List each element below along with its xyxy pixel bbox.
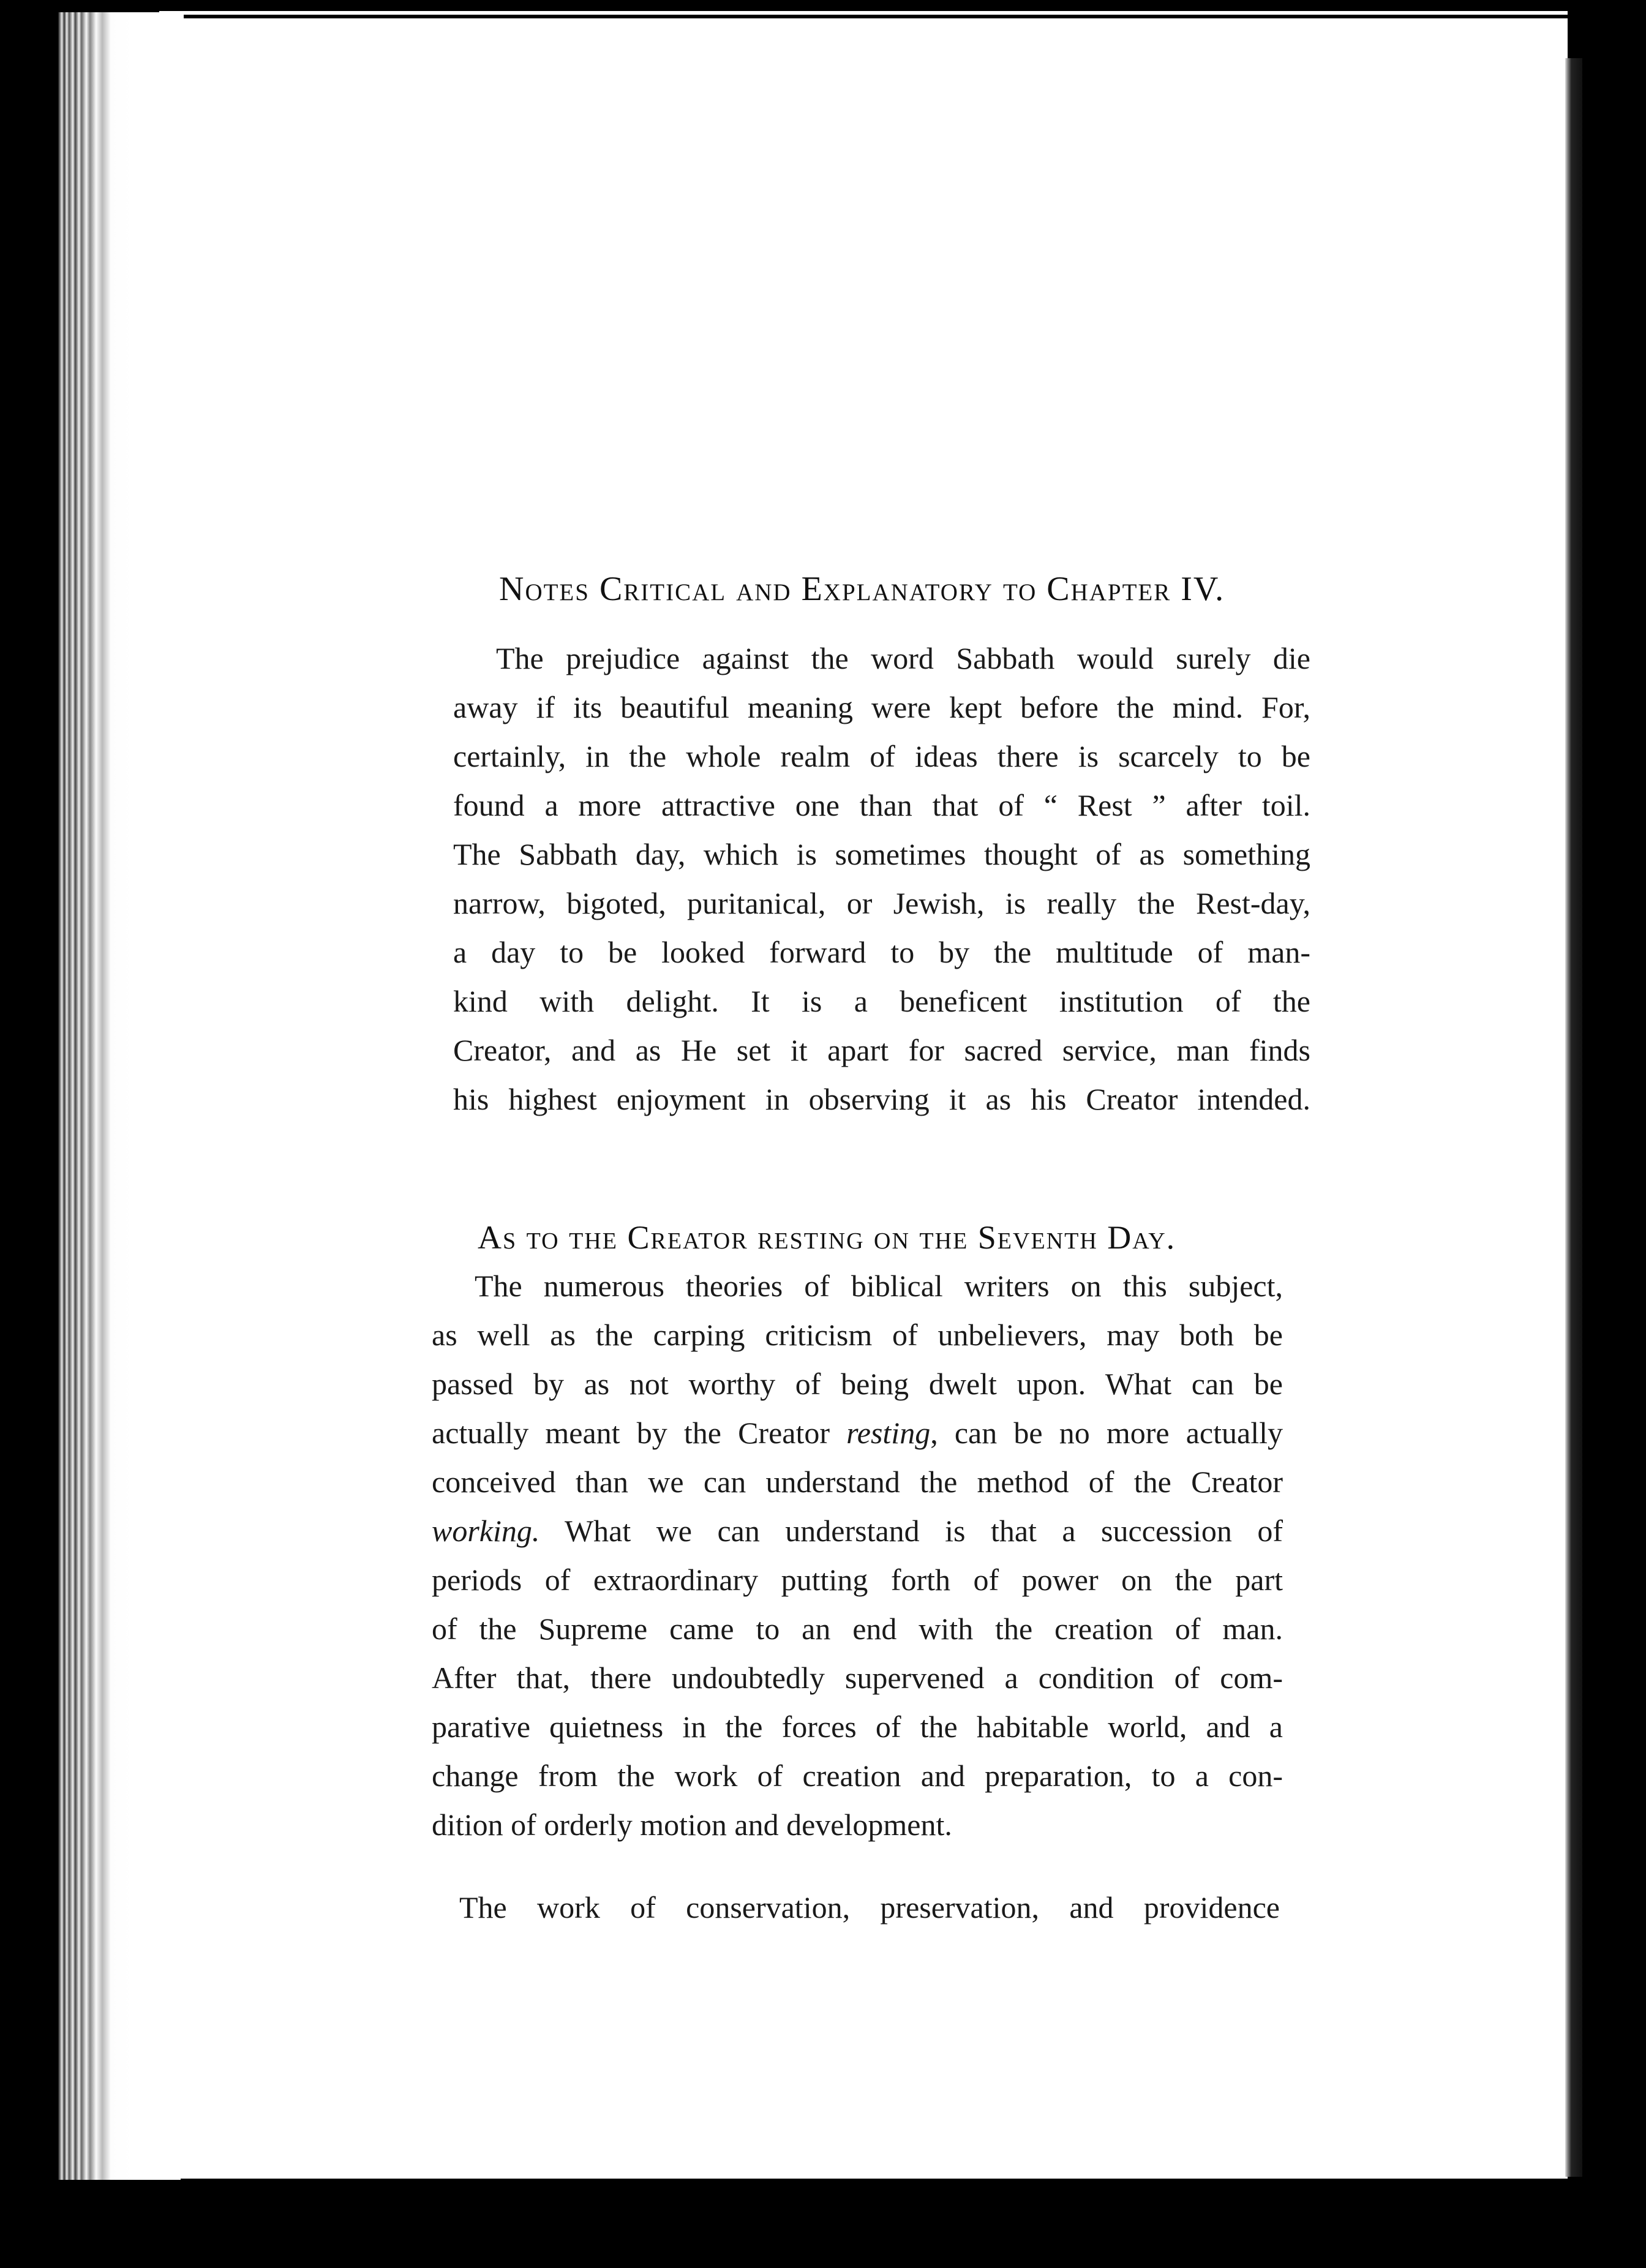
text-line: The prejudice against the word Sabbath would surely die [496,641,1310,675]
text-line: conceived than we can understand the method of the Creator [432,1465,1283,1499]
text-line: a day to be looked forward to by the multitude of man- [453,935,1310,969]
text-line: periods of extraordinary putting forth of power on the part [432,1563,1283,1597]
text-line: his highest enjoyment in observing it as his Creator intended. [453,1082,1310,1116]
paragraph-sabbath [453,634,1310,1124]
text-line [432,1506,1283,1555]
text-line: Creator, and as He set it apart for sacred service, man finds [453,1033,1310,1067]
text-line: certainly, in the whole realm of ideas there is scarcely to be [453,739,1310,773]
section-heading-notes: Notes Critical and Explanatory to Chapter IV. [499,570,1225,608]
text-line: narrow, bigoted, puritanical, or Jewish, is really the Rest-day, [453,886,1310,920]
paragraph-conservation [432,1883,1280,1932]
text-line: as well as the carping criticism of unbelievers, may both be [432,1318,1283,1352]
italic-word-resting: resting [846,1416,931,1450]
text-fragment: , can be no more actually [930,1416,1283,1450]
text-line: passed by as not worthy of being dwelt upon. What can be [432,1367,1283,1401]
text-line [432,1408,1283,1457]
text-line: change from the work of creation and preparation, to a con- [432,1759,1283,1793]
text-line: kind with delight. It is a beneficent institution of the [453,984,1310,1018]
text-line: dition of orderly motion and development. [432,1808,952,1842]
text-line: found a more attractive one than that of “ Rest ” after toil. [453,788,1310,822]
text-line: The numerous theories of biblical writers on this subject, [475,1269,1283,1303]
text-line: The work of conservation, preservation, and providence [459,1890,1280,1924]
text-fragment: actually meant by the Creator [432,1416,847,1450]
section-heading-creator-resting: As to the Creator resting on the Seventh Day. [478,1219,1176,1256]
italic-word-working: working. [432,1514,540,1548]
text-line: The Sabbath day, which is sometimes thought of as something [453,837,1310,871]
text-fragment: What we can understand is that a succession of [539,1514,1283,1548]
text-line: After that, there undoubtedly supervened a condition of com- [432,1661,1283,1695]
text-line: away if its beautiful meaning were kept before the mind. For, [453,690,1310,724]
right-edge-shadow [1582,49,1588,2186]
right-binding-strip [1565,58,1582,2177]
text-line: parative quietness in the forces of the habitable world, and a [432,1710,1283,1744]
text-line: of the Supreme came to an end with the creation of man. [432,1612,1283,1646]
paragraph-creator-resting [432,1261,1283,1849]
top-edge-rule [184,15,1568,18]
